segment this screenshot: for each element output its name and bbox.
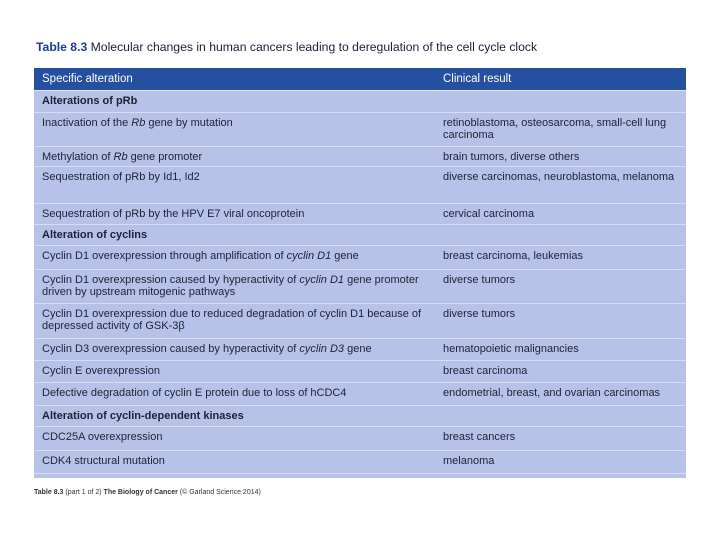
- header-clinical-result: Clinical result: [443, 73, 512, 85]
- clinical-result-cell: diverse tumors: [443, 274, 516, 286]
- header-specific-alteration: Specific alteration: [42, 73, 133, 85]
- alteration-cell: Cyclin D1 overexpression due to reduced degradation of cyclin D1 because of depressed activity of GSK-3β: [42, 308, 422, 332]
- section-header-row: [34, 91, 686, 113]
- data-table: [34, 68, 686, 478]
- table-row: [34, 113, 686, 147]
- clinical-result-cell: hematopoietic malignancies: [443, 343, 579, 355]
- alteration-cell: Methylation of Rb gene promoter: [42, 151, 203, 163]
- section-header-row: [34, 406, 686, 427]
- caption-copyright: (© Garland Science 2014): [179, 489, 261, 496]
- caption-book-title: The Biology of Cancer: [103, 489, 178, 496]
- table-number: Table 8.3: [36, 40, 88, 54]
- caption-table-ref: Table 8.3: [34, 489, 64, 496]
- table-row: [34, 246, 686, 270]
- alteration-cell: Cyclin E overexpression: [42, 365, 160, 377]
- clinical-result-cell: cervical carcinoma: [443, 208, 535, 220]
- table-body: [34, 91, 686, 474]
- table-title-text: Molecular changes in human cancers leading to deregulation of the cell cycle clock: [90, 40, 538, 54]
- table-row: [34, 383, 686, 406]
- alteration-cell: Cyclin D3 overexpression caused by hyperactivity of cyclin D3 gene: [42, 343, 372, 355]
- table-row: [34, 304, 686, 339]
- clinical-result-cell: endometrial, breast, and ovarian carcinomas: [443, 387, 661, 399]
- alteration-cell: Sequestration of pRb by Id1, Id2: [42, 171, 200, 183]
- clinical-result-cell: breast cancers: [443, 431, 516, 443]
- alteration-cell: Cyclin D1 overexpression caused by hyperactivity of cyclin D1 gene promoter driven by upstream mitogenic pathways: [42, 274, 419, 298]
- section-title: Alterations of pRb: [42, 95, 138, 107]
- table-row: [34, 339, 686, 361]
- alteration-cell: Inactivation of the Rb gene by mutation: [42, 117, 233, 129]
- table-row: [34, 427, 686, 451]
- clinical-result-cell: diverse tumors: [443, 308, 516, 320]
- alteration-cell: CDK4 structural mutation: [42, 455, 165, 467]
- caption-part: (part 1 of 2): [65, 489, 102, 496]
- alteration-cell: Cyclin D1 overexpression through amplification of cyclin D1 gene: [42, 250, 359, 262]
- clinical-result-cell: retinoblastoma, osteosarcoma, small-cell lung carcinoma: [443, 117, 667, 141]
- table-row: [34, 147, 686, 167]
- clinical-result-cell: diverse carcinomas, neuroblastoma, melanoma: [443, 171, 675, 183]
- table-row: [34, 204, 686, 225]
- clinical-result-cell: breast carcinoma: [443, 365, 528, 377]
- section-title: Alteration of cyclins: [42, 229, 148, 241]
- table-row: [34, 270, 686, 304]
- table-title: [36, 40, 696, 54]
- alteration-cell: CDC25A overexpression: [42, 431, 163, 443]
- clinical-result-cell: melanoma: [443, 455, 495, 467]
- table-caption: [34, 489, 261, 496]
- alteration-cell: Defective degradation of cyclin E protein due to loss of hCDC4: [42, 387, 347, 399]
- section-header-row: [34, 225, 686, 246]
- table-row: [34, 361, 686, 383]
- clinical-result-cell: brain tumors, diverse others: [443, 151, 580, 163]
- section-title: Alteration of cyclin-dependent kinases: [42, 410, 244, 422]
- clinical-result-cell: breast carcinoma, leukemias: [443, 250, 584, 262]
- table-row: [34, 451, 686, 474]
- table-header: [34, 68, 686, 91]
- table-row: [34, 167, 686, 204]
- alteration-cell: Sequestration of pRb by the HPV E7 viral oncoprotein: [42, 208, 305, 220]
